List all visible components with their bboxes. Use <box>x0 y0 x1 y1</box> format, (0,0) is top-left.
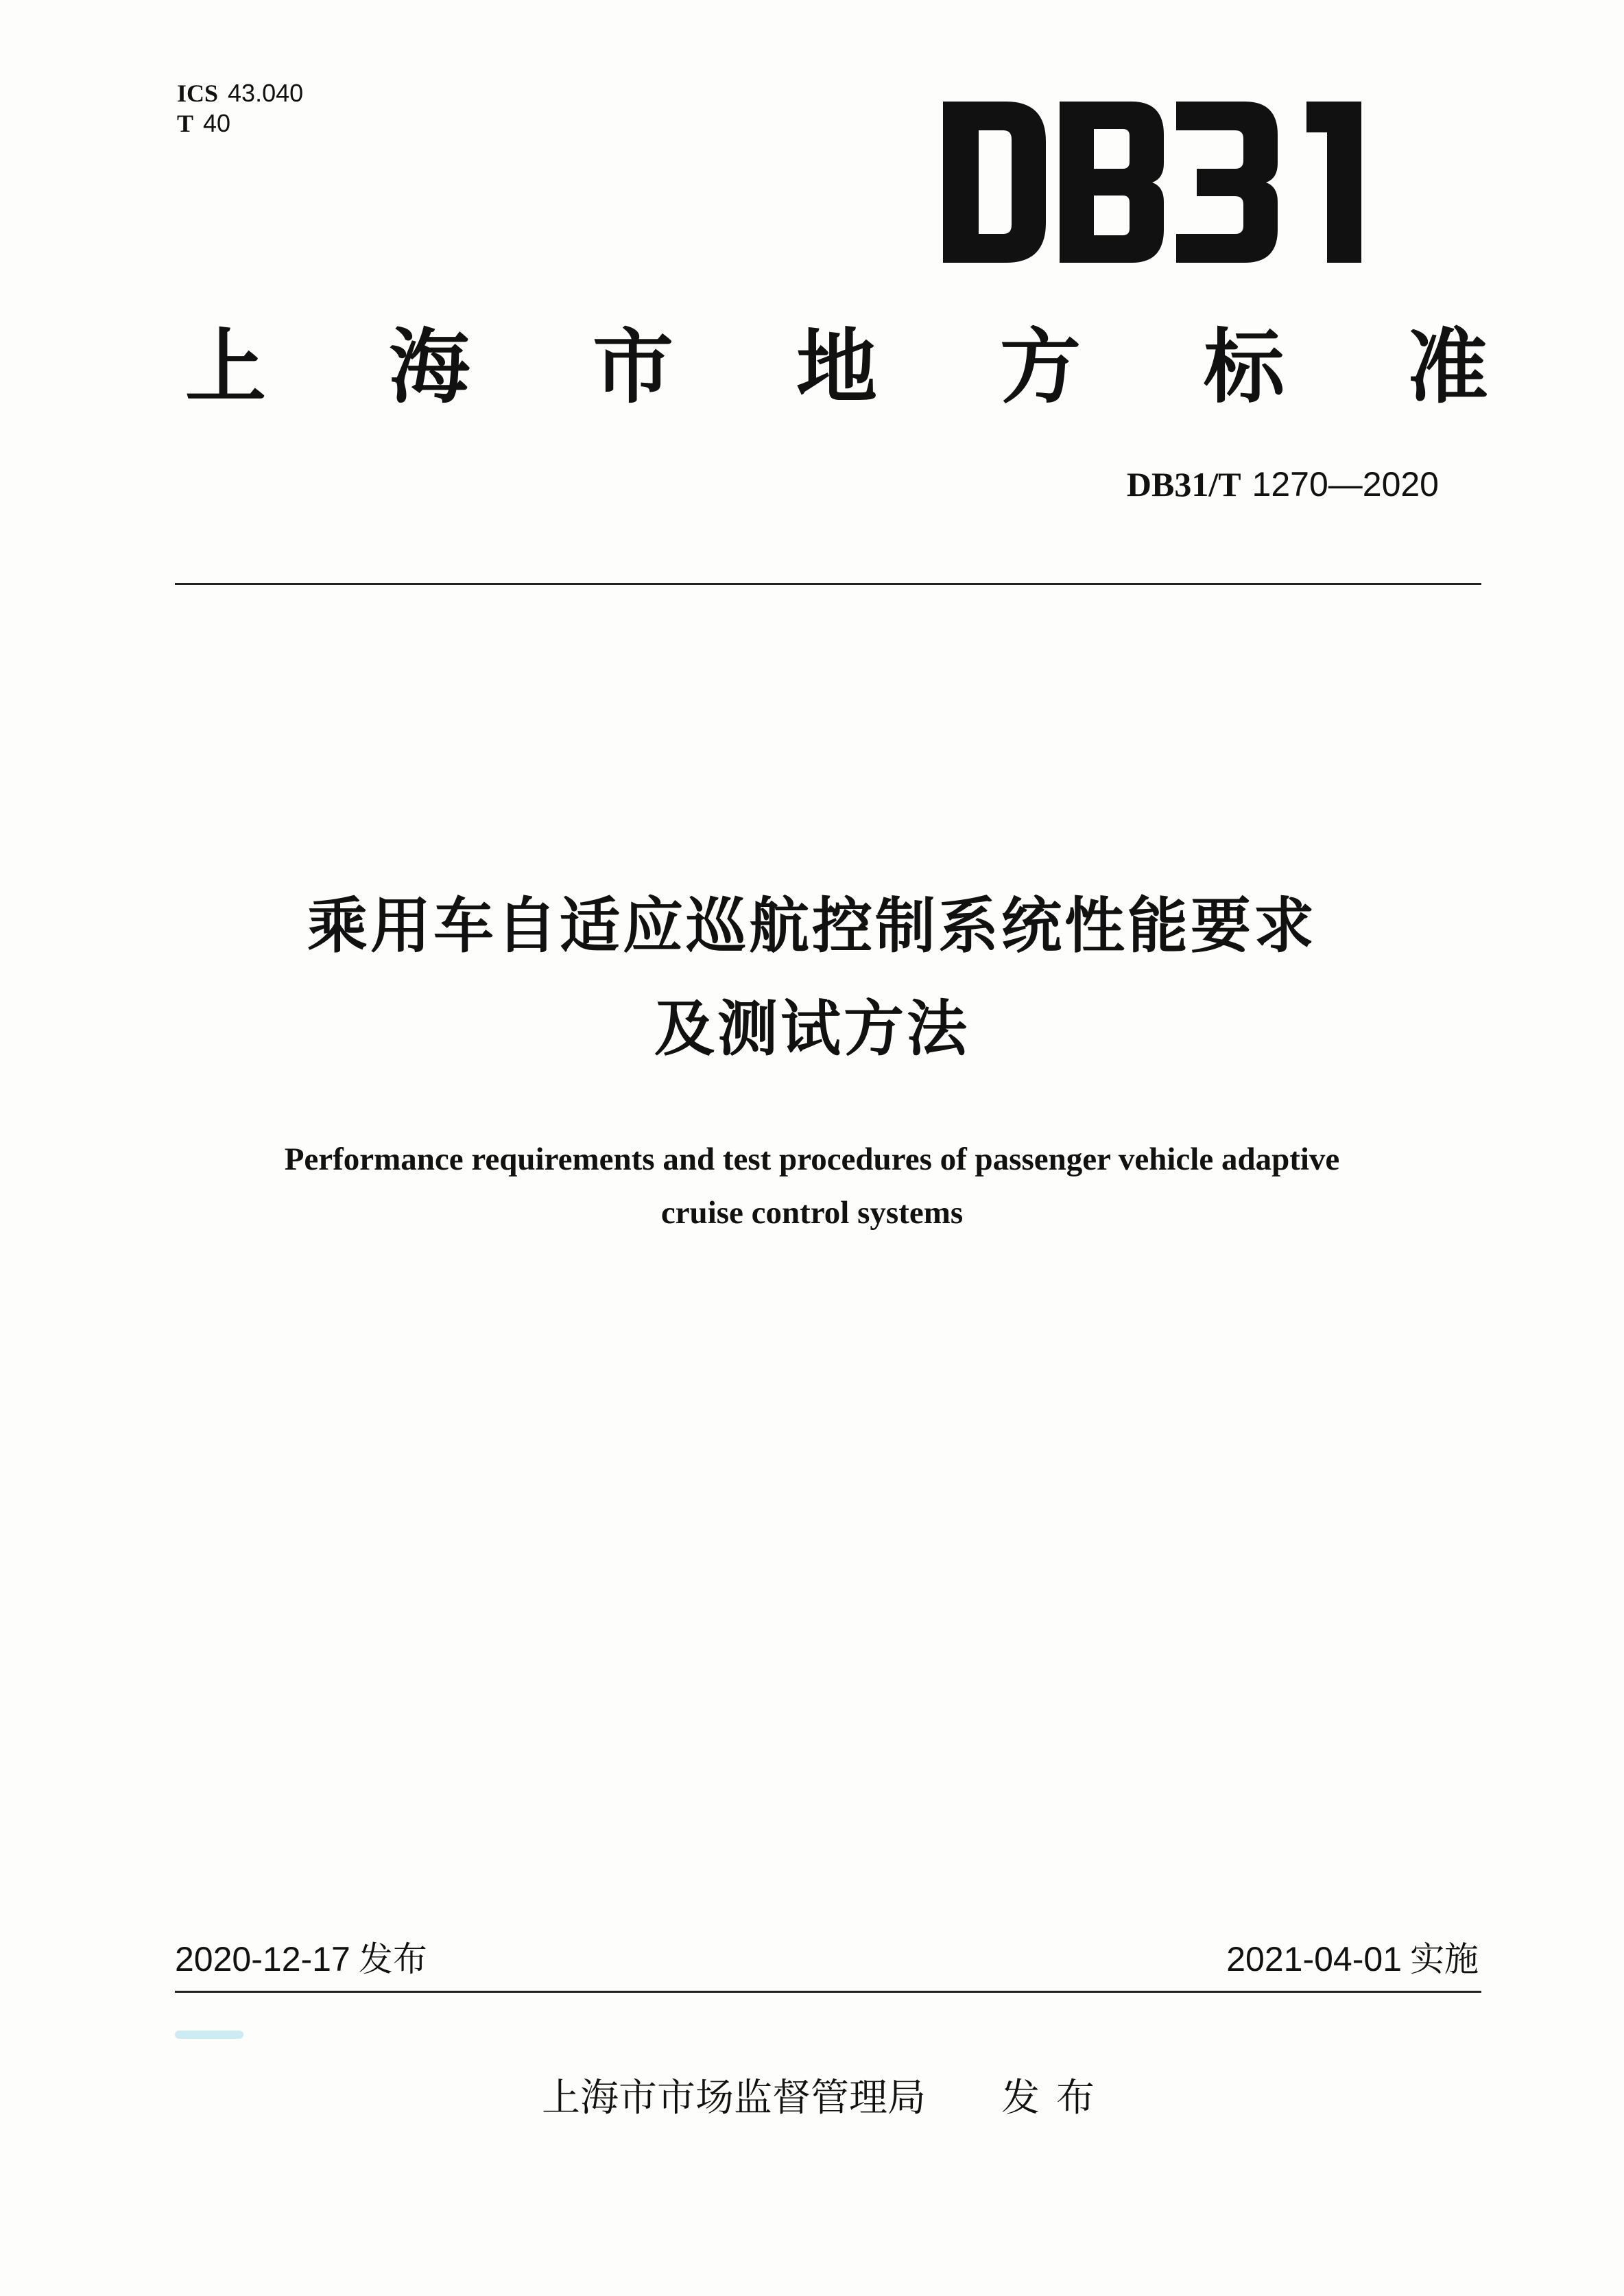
scan-mark <box>175 2031 243 2039</box>
standard-year-number: 1270—2020 <box>1252 465 1439 504</box>
ccs-classification <box>177 108 230 139</box>
publisher-action: 发布 <box>1001 2076 1111 2120</box>
chinese-title-line-1: 乘用车自适应巡航控制系统性能要求 <box>307 890 1317 961</box>
english-title-line-2: cruise control systems <box>660 1195 964 1231</box>
bottom-divider <box>175 1991 1481 1993</box>
header-char: 上 <box>185 320 267 414</box>
db31-logo <box>943 102 1382 263</box>
ccs-value: 40 <box>203 109 231 137</box>
chinese-title-line-2: 及测试方法 <box>654 993 970 1064</box>
header-char: 准 <box>1407 320 1488 414</box>
issue-label: 发布 <box>358 1939 427 1979</box>
publisher-name: 上海市市场监督管理局 <box>542 2076 926 2120</box>
ics-classification <box>177 78 303 108</box>
english-title-line-1: Performance requirements and test procedures of passenger vehicle adaptive <box>284 1141 1340 1177</box>
effective-label: 实施 <box>1410 1939 1479 1979</box>
ics-value: 43.040 <box>228 79 304 107</box>
standard-number <box>1127 464 1439 505</box>
standard-code: DB31/T <box>1126 465 1241 504</box>
top-divider <box>175 583 1481 585</box>
header-char: 地 <box>796 320 877 414</box>
effective-date <box>1226 1938 1479 1980</box>
issue-date-value: 2020-12-17 <box>175 1940 350 1978</box>
header-char: 方 <box>999 320 1081 414</box>
header-char: 标 <box>1203 320 1285 414</box>
header-title <box>185 312 1488 422</box>
issue-date <box>175 1938 427 1980</box>
header-char: 海 <box>388 320 470 414</box>
publisher <box>542 2074 1111 2122</box>
header-char: 市 <box>592 320 673 414</box>
ics-label: ICS <box>177 80 219 107</box>
effective-date-value: 2021-04-01 <box>1226 1940 1402 1978</box>
ccs-label: T <box>177 110 194 137</box>
